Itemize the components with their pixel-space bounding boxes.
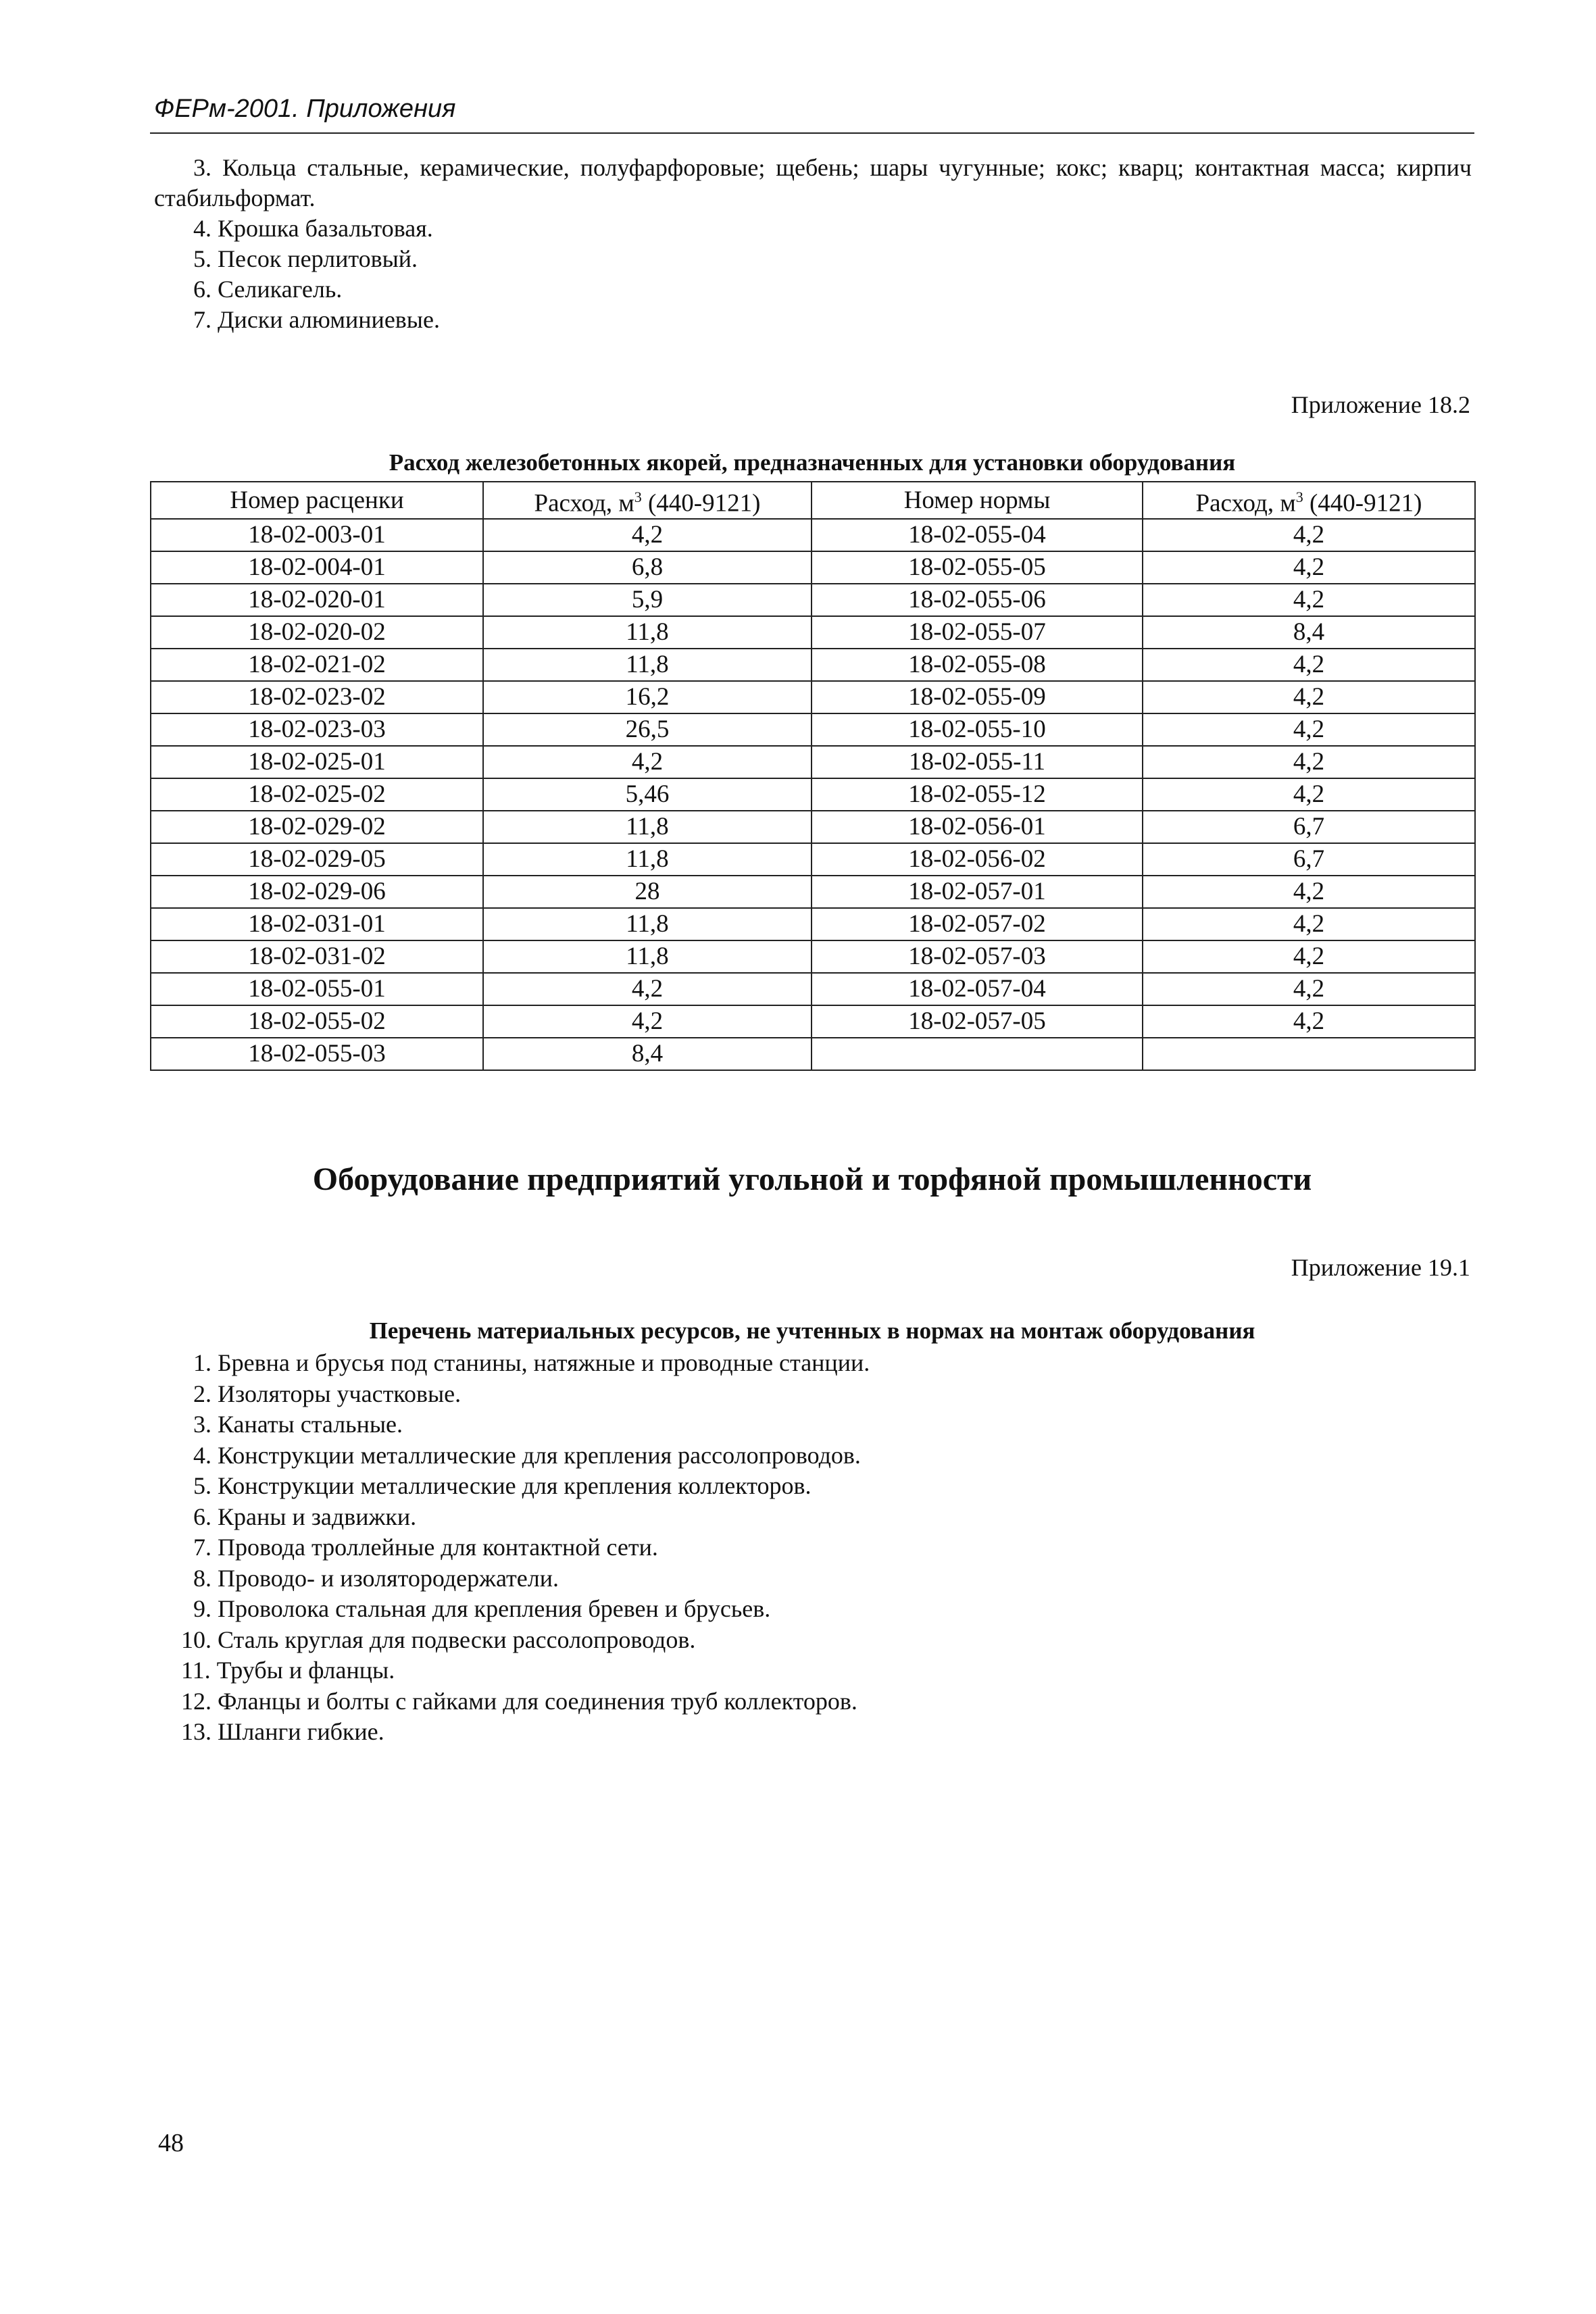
norm-code-cell: 18-02-055-08 (812, 649, 1143, 681)
consumption-cell: 4,2 (1143, 551, 1475, 584)
table-row (151, 681, 1475, 713)
consumption-cell: 4,2 (1143, 876, 1475, 908)
consumption-cell: 4,2 (1143, 1005, 1475, 1038)
list-item: 6. Краны и задвижки. (193, 1503, 417, 1530)
consumption-cell: 4,2 (1143, 519, 1475, 551)
rate-code-cell: 18-02-029-06 (151, 876, 483, 908)
list-item: 3. Кольца стальные, керамические, полуфарфоровые; щебень; шары чугунные; кокс; кварц; контактная масса; кирпич стабильформат. (154, 154, 1472, 211)
consumption-cell: 16,2 (483, 681, 812, 713)
rate-code-cell: 18-02-020-01 (151, 584, 483, 616)
consumption-cell: 11,8 (483, 616, 812, 649)
consumption-cell: 8,4 (483, 1038, 812, 1070)
table-row (151, 778, 1475, 811)
consumption-cell: 11,8 (483, 908, 812, 940)
consumption-cell (1143, 1038, 1475, 1070)
norm-code-cell: 18-02-056-01 (812, 811, 1143, 843)
norm-code-cell: 18-02-055-10 (812, 713, 1143, 746)
norm-code-cell: 18-02-055-09 (812, 681, 1143, 713)
consumption-cell: 11,8 (483, 940, 812, 973)
list-item: 10. Сталь круглая для подвески рассолопроводов. (181, 1626, 696, 1653)
consumption-cell: 26,5 (483, 713, 812, 746)
rate-code-cell: 18-02-029-05 (151, 843, 483, 876)
list-item: 12. Фланцы и болты с гайками для соединения труб коллекторов. (181, 1687, 857, 1715)
list-item: 11. Трубы и фланцы. (181, 1657, 395, 1684)
rate-code-cell: 18-02-029-02 (151, 811, 483, 843)
materials-list-caption: Перечень материальных ресурсов, не учтенных в нормах на монтаж оборудования (369, 1317, 1255, 1344)
consumption-cell: 11,8 (483, 811, 812, 843)
consumption-cell: 4,2 (483, 746, 812, 778)
consumption-cell: 8,4 (1143, 616, 1475, 649)
norm-code-cell: 18-02-057-03 (812, 940, 1143, 973)
norm-code-cell (812, 1038, 1143, 1070)
table-row (151, 616, 1475, 649)
list-item: 1. Бревна и брусья под станины, натяжные и проводные станции. (193, 1349, 870, 1376)
consumption-cell: 6,7 (1143, 843, 1475, 876)
list-item: 8. Проводо- и изолятородержатели. (193, 1564, 559, 1592)
norm-code-cell: 18-02-055-05 (812, 551, 1143, 584)
consumption-cell: 6,7 (1143, 811, 1475, 843)
table-row (151, 713, 1475, 746)
rate-code-cell: 18-02-031-01 (151, 908, 483, 940)
consumption-cell: 28 (483, 876, 812, 908)
norm-code-cell: 18-02-055-06 (812, 584, 1143, 616)
list-item: 3. Канаты стальные. (193, 1411, 403, 1438)
table-row (151, 1005, 1475, 1038)
rate-code-cell: 18-02-023-02 (151, 681, 483, 713)
section-heading: Оборудование предприятий угольной и торфяной промышленности (312, 1161, 1312, 1197)
list-item: 5. Конструкции металлические для крепления коллекторов. (193, 1472, 812, 1499)
rate-code-cell: 18-02-055-02 (151, 1005, 483, 1038)
table-row (151, 908, 1475, 940)
table-row (151, 584, 1475, 616)
header-text: (440-9121) (1303, 489, 1422, 518)
anchor-table-caption: Расход железобетонных якорей, предназначенных для установки оборудования (389, 449, 1236, 476)
header-text: (440-9121) (641, 489, 761, 518)
list-item: 5. Песок перлитовый. (193, 245, 418, 272)
rate-code-cell: 18-02-055-01 (151, 973, 483, 1005)
norm-code-cell: 18-02-056-02 (812, 843, 1143, 876)
list-item: 7. Диски алюминиевые. (193, 306, 440, 333)
table-row (151, 551, 1475, 584)
header-norm-code: Номер нормы (812, 482, 1143, 519)
consumption-cell: 4,2 (1143, 746, 1475, 778)
consumption-cell: 4,2 (1143, 908, 1475, 940)
unit-superscript: 3 (634, 488, 642, 505)
norm-code-cell: 18-02-057-05 (812, 1005, 1143, 1038)
list-item: 9. Проволока стальная для крепления бревен и брусьев. (193, 1595, 771, 1622)
page-number: 48 (158, 2129, 184, 2157)
consumption-cell: 4,2 (1143, 973, 1475, 1005)
table-header-row (151, 482, 1475, 519)
consumption-cell: 5,9 (483, 584, 812, 616)
appendix-19-1-label: Приложение 19.1 (1291, 1254, 1470, 1281)
list-item: 7. Провода троллейные для контактной сети. (193, 1534, 658, 1561)
anchor-consumption-table (150, 481, 1476, 1071)
rate-code-cell: 18-02-023-03 (151, 713, 483, 746)
header-text: Расход, м (534, 489, 634, 518)
consumption-cell: 11,8 (483, 843, 812, 876)
header-consumption (1143, 482, 1475, 519)
rate-code-cell: 18-02-003-01 (151, 519, 483, 551)
table-row (151, 843, 1475, 876)
consumption-cell: 4,2 (1143, 681, 1475, 713)
rate-code-cell: 18-02-021-02 (151, 649, 483, 681)
rate-code-cell: 18-02-004-01 (151, 551, 483, 584)
consumption-cell: 4,2 (483, 519, 812, 551)
header-consumption (483, 482, 812, 519)
table-row (151, 519, 1475, 551)
table-row (151, 876, 1475, 908)
norm-code-cell: 18-02-057-04 (812, 973, 1143, 1005)
norm-code-cell: 18-02-057-01 (812, 876, 1143, 908)
table-row (151, 811, 1475, 843)
rate-code-cell: 18-02-020-02 (151, 616, 483, 649)
consumption-cell: 4,2 (483, 1005, 812, 1038)
previous-materials-list (154, 153, 1472, 335)
list-item: 2. Изоляторы участковые. (193, 1380, 462, 1407)
consumption-cell: 5,46 (483, 778, 812, 811)
header-text: Расход, м (1195, 489, 1296, 518)
norm-code-cell: 18-02-055-07 (812, 616, 1143, 649)
consumption-cell: 6,8 (483, 551, 812, 584)
norm-code-cell: 18-02-057-02 (812, 908, 1143, 940)
appendix-18-2-label: Приложение 18.2 (1291, 391, 1470, 418)
table-row (151, 973, 1475, 1005)
list-item: 4. Крошка базальтовая. (193, 215, 433, 242)
consumption-cell: 4,2 (1143, 584, 1475, 616)
norm-code-cell: 18-02-055-11 (812, 746, 1143, 778)
rate-code-cell: 18-02-025-02 (151, 778, 483, 811)
table-row (151, 1038, 1475, 1070)
unaccounted-materials-list (154, 1348, 1472, 1748)
rate-code-cell: 18-02-031-02 (151, 940, 483, 973)
table-row (151, 940, 1475, 973)
consumption-cell: 4,2 (1143, 649, 1475, 681)
table-row (151, 746, 1475, 778)
header-rate-code: Номер расценки (151, 482, 483, 519)
consumption-cell: 4,2 (1143, 778, 1475, 811)
rate-code-cell: 18-02-025-01 (151, 746, 483, 778)
table-row (151, 649, 1475, 681)
header-rule (150, 132, 1474, 134)
list-item: 6. Селикагель. (193, 276, 343, 303)
consumption-cell: 11,8 (483, 649, 812, 681)
consumption-cell: 4,2 (1143, 940, 1475, 973)
unit-superscript: 3 (1295, 488, 1303, 505)
table-body (151, 519, 1475, 1070)
running-header-title: ФЕРм-2001. Приложения (154, 95, 456, 123)
norm-code-cell: 18-02-055-04 (812, 519, 1143, 551)
list-item: 4. Конструкции металлические для крепления рассолопроводов. (193, 1441, 861, 1469)
consumption-cell: 4,2 (483, 973, 812, 1005)
list-item: 13. Шланги гибкие. (181, 1718, 384, 1745)
rate-code-cell: 18-02-055-03 (151, 1038, 483, 1070)
consumption-cell: 4,2 (1143, 713, 1475, 746)
norm-code-cell: 18-02-055-12 (812, 778, 1143, 811)
